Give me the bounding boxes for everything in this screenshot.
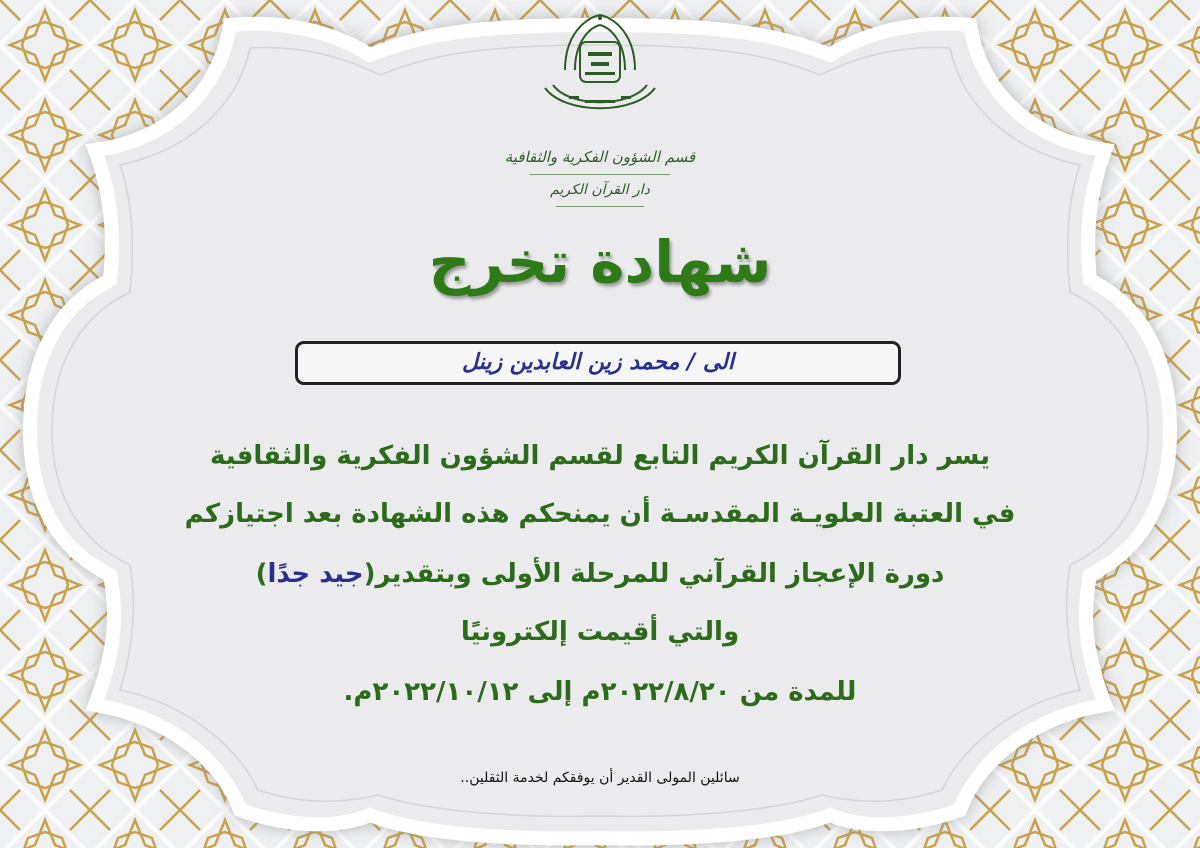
grade-open-paren: ( bbox=[363, 559, 376, 589]
certificate-title: شهادة تخرج bbox=[428, 228, 772, 296]
grade-close-paren: ) bbox=[255, 559, 268, 589]
body-line-2: في العتبة العلويـة المقدسـة أن يمنحكم هذه الشهادة بعد اجتيازكم bbox=[184, 499, 1016, 529]
divider bbox=[556, 206, 644, 207]
body-line-4: والتي أقيمت إلكترونيًا bbox=[460, 617, 740, 647]
body-line-3 bbox=[150, 554, 1050, 594]
department-name: قسم الشؤون الفكرية والثقافية bbox=[504, 148, 696, 166]
recipient-box bbox=[295, 341, 901, 385]
footer-blessing: سائلين المولى القدير أن يوفقكم لخدمة الثقلين.. bbox=[460, 770, 740, 786]
body-line-1: يسر دار القرآن الكريم التابع لقسم الشؤون الفكرية والثقافية bbox=[209, 441, 991, 471]
shrine-emblem-logo bbox=[525, 10, 675, 125]
divider bbox=[530, 174, 670, 175]
grade-text: جيد جدًا bbox=[267, 559, 364, 589]
course-text: دورة الإعجاز القرآني للمرحلة الأولى وبتقدير bbox=[375, 559, 945, 589]
institution-name: دار القرآن الكريم bbox=[550, 182, 650, 198]
recipient-name: الى / محمد زين العابدين زينل bbox=[462, 350, 734, 375]
course-dates: للمدة من ٢٠٢٢/٨/٢٠م إلى ٢٠٢٢/١٠/١٢م. bbox=[343, 677, 857, 707]
